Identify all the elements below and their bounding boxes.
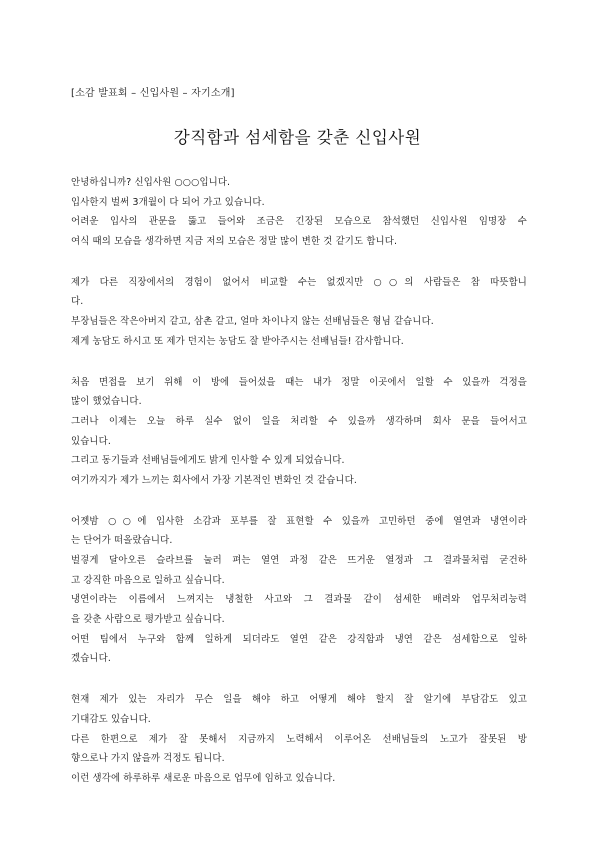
paragraph-line: 처음 면접을 보기 위해 이 방에 들어섰을 때는 내가 정말 이곳에서 일할 수 있을까 걱정을 — [71, 376, 527, 388]
paragraph-line: 어젯밤 ○○에 입사한 소감과 포부를 잘 표현할 수 있을까 고민하던 중에 열연과 냉연이라 — [71, 515, 527, 527]
paragraph-line: 제게 농담도 하시고 또 제가 던지는 농담도 잘 받아주시는 선배님들! 감사합니다. — [71, 335, 404, 347]
paragraph — [71, 273, 527, 352]
paragraph-line: 입사한지 벌써 3개월이 다 되어 가고 있습니다. — [71, 196, 265, 208]
paragraph-line: 어떤 팀에서 누구와 함께 일하게 되더라도 열연 같은 강직함과 냉연 같은 섬세함으로 일하 — [71, 633, 527, 645]
paragraph-line: 는 단어가 떠올랐습니다. — [71, 535, 173, 547]
paragraph-line: 기대감도 있습니다. — [71, 713, 151, 725]
document-body — [71, 173, 527, 810]
paragraph-line: 다른 한편으로 제가 잘 못해서 지금까지 노력해서 이루어온 선배님들의 노고가 잘못된 방 — [71, 733, 527, 745]
paragraph-line: 많이 했었습니다. — [71, 396, 142, 408]
paragraph-line: 겠습니다. — [71, 653, 111, 665]
paragraph-line: 다. — [71, 296, 84, 308]
document-category-label: [소감 발표회 – 신입사원 – 자기소개] — [71, 88, 235, 99]
paragraph-line: 어려운 입사의 관문을 뚫고 들어와 조금은 긴장된 모습으로 참석했던 신입사원 임명장 수 — [71, 216, 527, 228]
paragraph-line: 벌겋게 달아오른 슬라브를 눌러 펴는 열연 과정 같은 뜨거운 열정과 그 결과물처럼 굳건하 — [71, 555, 527, 566]
paragraph-line: 현재 제가 있는 자리가 무슨 일을 해야 하고 어떻게 해야 할지 잘 알기에 부담감도 있고 — [71, 694, 527, 706]
paragraph-line: 고 강직한 마음으로 일하고 싶습니다. — [71, 574, 225, 586]
paragraph — [71, 512, 527, 670]
paragraph-line: 안녕하십니까? 신입사원 ○○○입니다. — [71, 177, 231, 188]
paragraph-line: 냉연이라는 이름에서 느껴지는 냉철한 사고와 그 결과물 같이 섬세한 배려와 업무처리능력 — [71, 594, 527, 606]
paragraph — [71, 690, 527, 788]
paragraph-line: 이런 생각에 하루하루 새로운 마음으로 업무에 임하고 있습니다. — [71, 772, 336, 784]
paragraph-line: 그러나 이제는 오늘 하루 실수 없이 일을 처리할 수 있을까 생각하며 회사 문을 들어서고 — [71, 415, 527, 427]
paragraph-line: 그리고 동기들과 선배님들에게도 밝게 인사할 수 있게 되었습니다. — [71, 455, 345, 467]
paragraph-line: 을 갖춘 사람으로 평가받고 싶습니다. — [71, 614, 225, 626]
paragraph-line: 여식 때의 모습을 생각하면 지금 저의 모습은 정말 많이 변한 것 같기도 합니다. — [71, 236, 398, 248]
paragraph-line: 향으로나 가지 않을까 걱정도 됩니다. — [71, 753, 225, 765]
paragraph-line: 있습니다. — [71, 435, 111, 447]
document-title: 강직함과 섬세함을 갖춘 신입사원 — [173, 128, 422, 147]
paragraph — [71, 173, 527, 252]
paragraph-line: 부장님들은 작은아버지 같고, 삼촌 같고, 얼마 차이나지 않는 선배님들은 형님 같습니다. — [71, 316, 434, 328]
paragraph-line: 여기까지가 제가 느끼는 회사에서 가장 기본적인 변화인 것 같습니다. — [71, 474, 357, 486]
paragraph — [71, 373, 527, 491]
paragraph-line: 제가 다른 직장에서의 경험이 없어서 비교할 수는 없겠지만 ○○의 사람들은 참 따뜻합니 — [71, 276, 527, 288]
